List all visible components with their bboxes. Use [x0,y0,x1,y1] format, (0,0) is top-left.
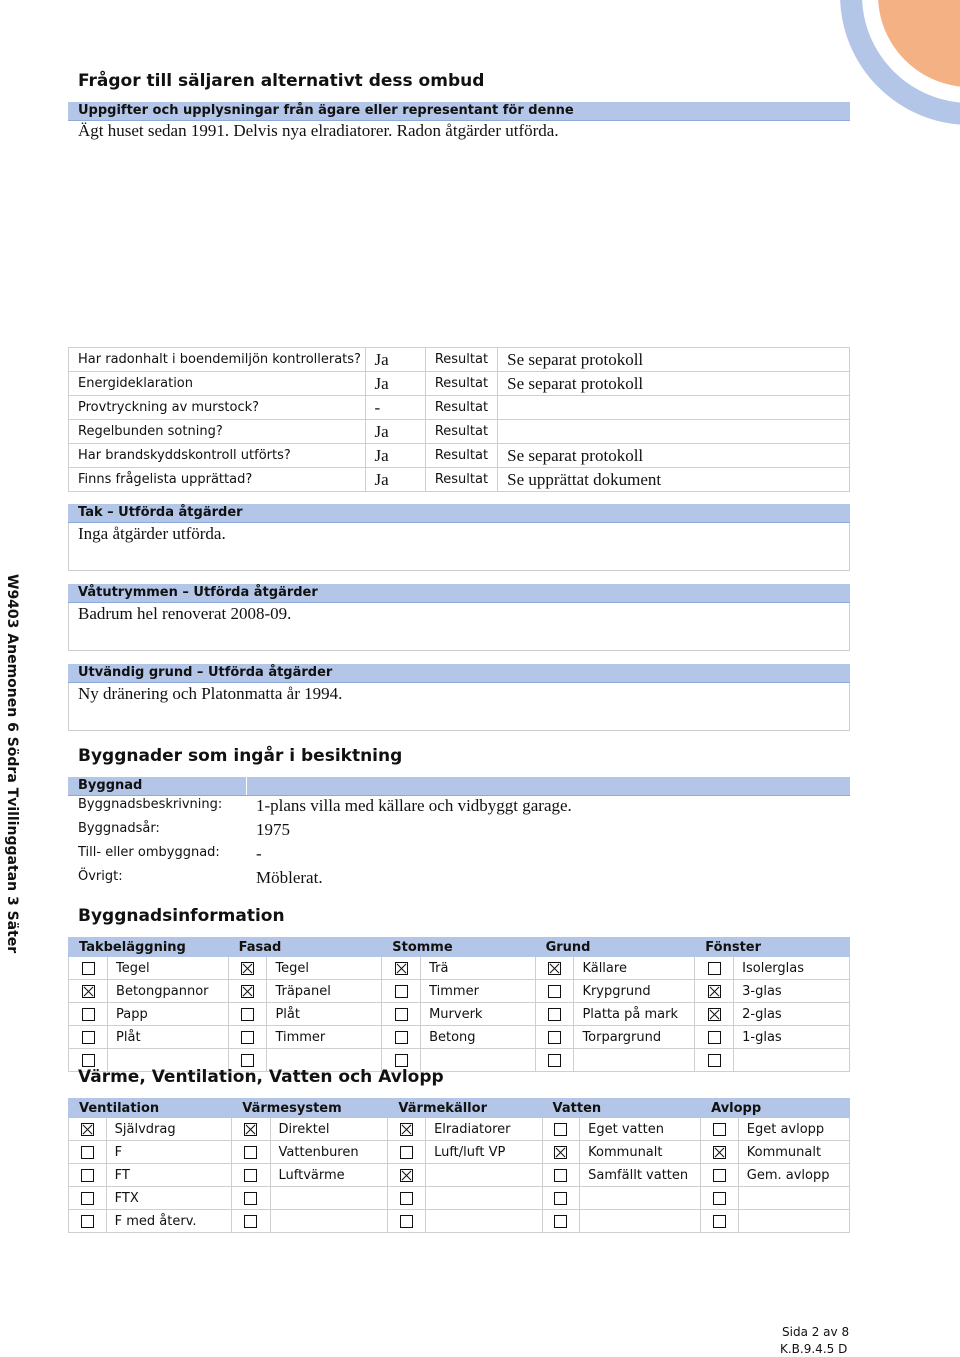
check-answer: Ja [365,372,425,396]
footer-code: K.B.9.4.5 D [780,1342,848,1356]
check-result-label: Resultat [425,372,497,396]
grid-option-label [580,1210,701,1233]
grid-option-label: Torpargrund [574,1026,695,1049]
grid-option-label [426,1164,542,1187]
checkbox-unchecked[interactable] [244,1192,257,1205]
tak-header: Tak – Utförda åtgärder [78,505,243,520]
checkbox-unchecked[interactable] [82,1031,95,1044]
checkbox-cell [382,1026,421,1049]
checkbox-unchecked[interactable] [400,1192,413,1205]
checkbox-unchecked[interactable] [244,1146,257,1159]
grid-option-label [580,1187,701,1210]
checkbox-cell [388,1187,426,1210]
checkbox-unchecked[interactable] [554,1215,567,1228]
checkbox-cell [535,980,574,1003]
checkbox-cell [542,1210,580,1233]
grid-option-label: 2-glas [734,1003,850,1026]
checkbox-unchecked[interactable] [708,1054,721,1067]
checkbox-unchecked[interactable] [708,1031,721,1044]
check-question: Har brandskyddskontroll utförts? [69,444,366,468]
checkbox-checked[interactable] [713,1146,726,1159]
grid-option-label: Luft/luft VP [426,1141,542,1164]
grid-option-label: Vattenburen [270,1141,388,1164]
grid-header: Fönster [695,938,850,957]
grid-row [69,980,850,1003]
grid-option-label [734,1049,850,1072]
check-question: Har radonhalt i boendemiljön kontrollerats? [69,348,366,372]
checkbox-cell [701,1164,739,1187]
checkbox-cell [701,1187,739,1210]
check-row [69,468,850,492]
building-row-value: Möblerat. [256,868,323,887]
grid-row [69,1164,850,1187]
grid-option-label: Gem. avlopp [738,1164,849,1187]
grid-option-label: Tegel [267,957,382,980]
grid-header: Avlopp [701,1099,850,1118]
grid-option-label [426,1187,542,1210]
check-result [498,420,850,444]
checkbox-unchecked[interactable] [708,962,721,975]
corner-logo [830,0,960,145]
grid-row [69,1003,850,1026]
grid-option-label [738,1210,849,1233]
grid-option-label: Självdrag [106,1118,232,1141]
checkbox-cell [535,1003,574,1026]
check-row [69,396,850,420]
grund-header: Utvändig grund – Utförda åtgärder [78,665,333,680]
grid-header: Värmekällor [388,1099,542,1118]
grid-option-label: Eget vatten [580,1118,701,1141]
check-result-label: Resultat [425,444,497,468]
check-answer: - [365,396,425,420]
grid-option-label: Krypgrund [574,980,695,1003]
check-result-label: Resultat [425,396,497,420]
checkbox-checked[interactable] [244,1123,257,1136]
checkbox-unchecked[interactable] [400,1215,413,1228]
check-question: Finns frågelista upprättad? [69,468,366,492]
grid-option-label: FT [106,1164,232,1187]
grid-option-label: Kommunalt [738,1141,849,1164]
grid-row [69,957,850,980]
grid-option-label: Papp [108,1003,229,1026]
grid-header: Vatten [542,1099,701,1118]
grid-row [69,1118,850,1141]
grid-row [69,1026,850,1049]
grid-option-label: Platta på mark [574,1003,695,1026]
checkbox-cell [232,1141,270,1164]
check-row [69,372,850,396]
check-question: Energideklaration [69,372,366,396]
checkbox-checked[interactable] [548,962,561,975]
checkbox-unchecked[interactable] [548,1054,561,1067]
checkbox-cell [69,1003,108,1026]
checkbox-cell [701,1141,739,1164]
building-row-label: Till- eller ombyggnad: [78,845,220,860]
building-row-value: - [256,844,262,863]
checkbox-unchecked[interactable] [548,985,561,998]
checkbox-checked[interactable] [554,1146,567,1159]
vatrum-header-band [68,584,850,603]
checkbox-checked[interactable] [708,1008,721,1021]
checkbox-cell [695,957,734,980]
checkbox-cell [542,1187,580,1210]
building-header-band [68,777,850,796]
checkbox-checked[interactable] [395,962,408,975]
info-title: Byggnadsinformation [78,906,285,926]
checkbox-cell [69,1164,107,1187]
checkbox-cell [228,980,267,1003]
checkbox-unchecked[interactable] [554,1192,567,1205]
checkbox-unchecked[interactable] [82,962,95,975]
grid-option-label: Trä [421,957,536,980]
checkbox-unchecked[interactable] [713,1169,726,1182]
check-result-label: Resultat [425,348,497,372]
grid-header: Stomme [382,938,535,957]
checkbox-cell [695,980,734,1003]
grid-option-label [270,1187,388,1210]
check-question: Provtryckning av murstock? [69,396,366,420]
footer-page: Sida 2 av 8 [782,1325,850,1339]
info-table [68,937,850,1072]
checkbox-cell [382,1003,421,1026]
checkbox-checked[interactable] [241,985,254,998]
grid-option-label: 3-glas [734,980,850,1003]
check-result-label: Resultat [425,468,497,492]
grid-option-label: Eget avlopp [738,1118,849,1141]
seller-info-text: Ägt huset sedan 1991. Delvis nya elradiatorer. Radon åtgärder utförda. [78,121,559,140]
checkbox-checked[interactable] [82,985,95,998]
check-result: Se separat protokoll [498,348,850,372]
grid-option-label: Betong [421,1026,536,1049]
building-row-label: Byggnadsår: [78,821,160,836]
checkbox-cell [69,1026,108,1049]
side-text: W9403 Anemonen 6 Södra Tvillinggatan 3 Säter [4,574,20,954]
checkbox-cell [542,1164,580,1187]
checkbox-cell [69,1118,107,1141]
checkbox-cell [228,957,267,980]
checkbox-unchecked[interactable] [241,1031,254,1044]
checkbox-unchecked[interactable] [548,1031,561,1044]
grid-option-label [426,1210,542,1233]
vatrum-header: Våtutrymmen – Utförda åtgärder [78,585,318,600]
checkbox-checked[interactable] [400,1123,413,1136]
grid-header: Ventilation [69,1099,232,1118]
checkbox-unchecked[interactable] [81,1146,94,1159]
grid-option-label: Träpanel [267,980,382,1003]
grid-option-label: Samfällt vatten [580,1164,701,1187]
check-answer: Ja [365,420,425,444]
grid-option-label: Kommunalt [580,1141,701,1164]
hvac-title: Värme, Ventilation, Vatten och Avlopp [78,1067,444,1087]
grid-option-label: FTX [106,1187,232,1210]
building-row-label: Övrigt: [78,869,123,884]
hvac-table [68,1098,850,1233]
grid-header: Värmesystem [232,1099,388,1118]
tak-header-band [68,504,850,523]
check-result: Se separat protokoll [498,444,850,468]
check-result: Se upprättat dokument [498,468,850,492]
checkbox-cell [695,1049,734,1072]
check-answer: Ja [365,444,425,468]
grund-text: Ny dränering och Platonmatta år 1994. [78,684,343,703]
checkbox-cell [69,980,108,1003]
checkbox-cell [535,1026,574,1049]
grid-option-label: Elradiatorer [426,1118,542,1141]
seller-info-header-band [68,102,850,121]
grid-option-label: Betongpannor [108,980,229,1003]
grid-option-label: Timmer [421,980,536,1003]
checkbox-unchecked[interactable] [713,1123,726,1136]
checkbox-cell [69,1210,107,1233]
checkbox-unchecked[interactable] [395,985,408,998]
page-title: Frågor till säljaren alternativt dess ombud [78,71,485,91]
checkbox-unchecked[interactable] [554,1123,567,1136]
checkbox-unchecked[interactable] [241,1008,254,1021]
checkbox-unchecked[interactable] [81,1192,94,1205]
building-row-value: 1975 [256,820,290,839]
checkbox-cell [232,1118,270,1141]
grid-header: Fasad [228,938,382,957]
checkbox-unchecked[interactable] [554,1169,567,1182]
checkbox-unchecked[interactable] [400,1146,413,1159]
checkbox-cell [232,1187,270,1210]
checkbox-unchecked[interactable] [82,1008,95,1021]
checkbox-cell [69,957,108,980]
grid-row [69,1187,850,1210]
checkbox-cell [542,1118,580,1141]
checkbox-unchecked[interactable] [244,1215,257,1228]
building-row-value: 1-plans villa med källare och vidbyggt garage. [256,796,572,815]
check-answer: Ja [365,468,425,492]
building-row-label: Byggnadsbeskrivning: [78,797,223,812]
checkbox-unchecked[interactable] [713,1192,726,1205]
checkbox-checked[interactable] [81,1123,94,1136]
checkbox-cell [695,1003,734,1026]
checkbox-cell [535,1049,574,1072]
checkbox-cell [388,1118,426,1141]
seller-info-header: Uppgifter och upplysningar från ägare eller representant för denne [78,103,574,118]
grid-row [69,1141,850,1164]
check-row [69,444,850,468]
vatrum-text: Badrum hel renoverat 2008-09. [78,604,292,623]
checkbox-checked[interactable] [708,985,721,998]
grid-option-label: Plåt [108,1026,229,1049]
grid-option-label: Plåt [267,1003,382,1026]
grid-option-label [738,1187,849,1210]
checkbox-cell [232,1164,270,1187]
grid-option-label: 1-glas [734,1026,850,1049]
check-question: Regelbunden sotning? [69,420,366,444]
checkbox-cell [69,1187,107,1210]
checkbox-cell [382,980,421,1003]
checkbox-unchecked[interactable] [244,1169,257,1182]
grid-option-label [270,1210,388,1233]
check-result [498,396,850,420]
checkbox-cell [701,1118,739,1141]
check-row [69,420,850,444]
checkbox-unchecked[interactable] [241,1054,254,1067]
checkbox-cell [228,1026,267,1049]
check-answer: Ja [365,348,425,372]
grid-option-label: Murverk [421,1003,536,1026]
checkbox-cell [535,957,574,980]
checkbox-checked[interactable] [400,1169,413,1182]
checkbox-cell [388,1210,426,1233]
grid-header: Grund [535,938,695,957]
checkbox-checked[interactable] [241,962,254,975]
grid-option-label: Luftvärme [270,1164,388,1187]
checkbox-cell [382,957,421,980]
grid-option-label: F med återv. [106,1210,232,1233]
building-header: Byggnad [78,778,143,793]
checkbox-cell [69,1141,107,1164]
checkbox-cell [701,1210,739,1233]
grid-option-label: Tegel [108,957,229,980]
checkbox-unchecked[interactable] [713,1215,726,1228]
checkbox-unchecked[interactable] [395,1031,408,1044]
checkbox-cell [388,1164,426,1187]
grid-option-label: Direktel [270,1118,388,1141]
checkbox-unchecked[interactable] [395,1008,408,1021]
grid-option-label: F [106,1141,232,1164]
tak-text: Inga åtgärder utförda. [78,524,226,543]
grid-header: Takbeläggning [69,938,229,957]
grid-option-label: Källare [574,957,695,980]
checkbox-cell [228,1003,267,1026]
checks-table [68,347,850,492]
checkbox-unchecked[interactable] [81,1215,94,1228]
checkbox-unchecked[interactable] [395,1054,408,1067]
checkbox-cell [695,1026,734,1049]
grid-option-label [574,1049,695,1072]
buildings-title: Byggnader som ingår i besiktning [78,746,403,766]
grid-option-label: Timmer [267,1026,382,1049]
checkbox-unchecked[interactable] [82,1054,95,1067]
checkbox-cell [232,1210,270,1233]
check-row [69,348,850,372]
checkbox-cell [542,1141,580,1164]
check-result: Se separat protokoll [498,372,850,396]
grid-row [69,1210,850,1233]
grid-option-label: Isolerglas [734,957,850,980]
grund-header-band [68,664,850,683]
checkbox-unchecked[interactable] [548,1008,561,1021]
checkbox-cell [388,1141,426,1164]
checkbox-unchecked[interactable] [81,1169,94,1182]
check-result-label: Resultat [425,420,497,444]
